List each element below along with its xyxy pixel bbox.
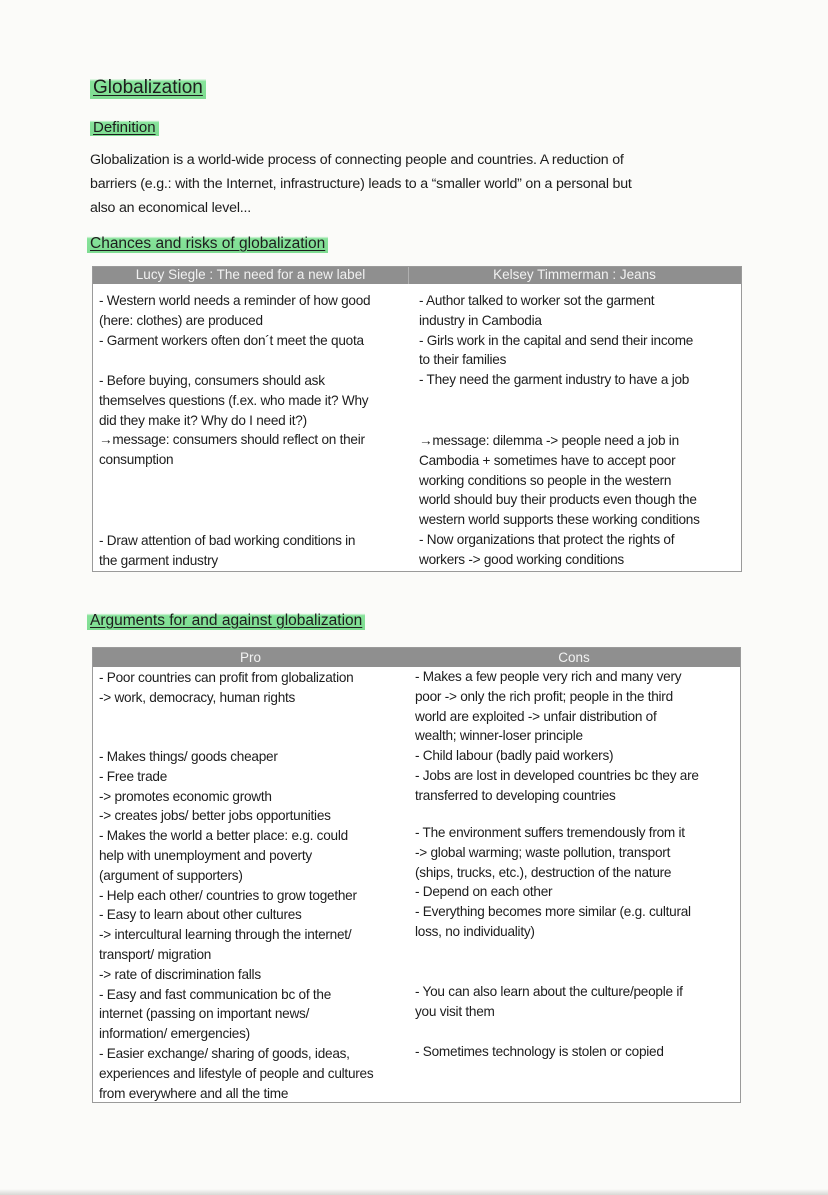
- table-cell: - Makes things/ goods cheaper - Free trade -> promotes economic growth -> creates jobs/ better jobs opportunities - Makes the world a better place: e.g. could help with unemployment and poverty (argument of supporters) - Help each other/ countries to grow together - Easy to learn about other cultures -> intercultural learning through the internet/ transport/ migration -> rate of discrimination falls - Easy and fast communication bc of the internet (passing on important news/ information/ emergencies) - Easier exchange/ sharing of goods, ideas, experiences and lifestyle of people and cultures from everywhere and all the time: [99, 749, 374, 1101]
- definition-text: Globalization is a world-wide process of connecting people and countries. A reduction of barriers (e.g.: with the Internet, infrastructure) leads to a “smaller world” on a personal but also an economical level...: [90, 152, 632, 216]
- definition-heading: Definition: [90, 119, 159, 136]
- page-edge: [0, 1189, 828, 1195]
- arguments-table: [92, 647, 741, 1103]
- page-title: Globalization: [90, 77, 206, 99]
- chances-heading: Chances and risks of globalization: [87, 235, 328, 253]
- table-cell: - The environment suffers tremendously from it -> global warming; waste pollution, transport (ships, trucks, etc.), destruction of the nature - Depend on each other - Everything becomes more similar (e.g. cultural loss, no individuality): [415, 825, 691, 939]
- table-cell: - Before buying, consumers should ask themselves questions (f.ex. who made it? Why did they make it? Why do I need it?) →message: consumers should reflect on their consumption: [99, 373, 369, 468]
- table-cell: - Sometimes technology is stolen or copied: [415, 1044, 664, 1059]
- table-cell: - Makes a few people very rich and many very poor -> only the rich profit; people in the third world are exploited -> unfair distribution of wealth; winner-loser principle - Child labour (badly paid workers) - Jobs are lost in developed countries bc they are transferred to developing countries: [415, 669, 699, 803]
- column-header: Pro: [239, 650, 261, 665]
- table-cell: - Author talked to worker sot the garment industry in Cambodia - Girls work in the capital and send their income to their families - They need the garment industry to have a job: [419, 293, 694, 388]
- table-header: [93, 648, 740, 667]
- table-cell: →message: dilemma -> people need a job in Cambodia + sometimes have to accept poor working conditions so people in the western world should buy their products even though the western world supports these working conditions - Now organizations that protect the rights of workers -> good working conditions: [419, 433, 700, 567]
- table-cell: - Poor countries can profit from globalization -> work, democracy, human rights: [99, 670, 354, 705]
- column-header: Lucy Siegle : The need for a new label: [135, 267, 366, 282]
- table-cell: - Draw attention of bad working conditions in the garment industry: [99, 533, 356, 568]
- column-header: Cons: [558, 650, 590, 665]
- arguments-heading: Arguments for and against globalization: [87, 612, 365, 630]
- chances-table: [92, 266, 742, 572]
- column-header: Kelsey Timmerman : Jeans: [493, 267, 656, 282]
- table-cell: - You can also learn about the culture/people if you visit them: [415, 984, 683, 1019]
- table-header: [93, 267, 741, 284]
- table-cell: - Western world needs a reminder of how good (here: clothes) are produced - Garment workers often don´t meet the quota: [99, 293, 371, 348]
